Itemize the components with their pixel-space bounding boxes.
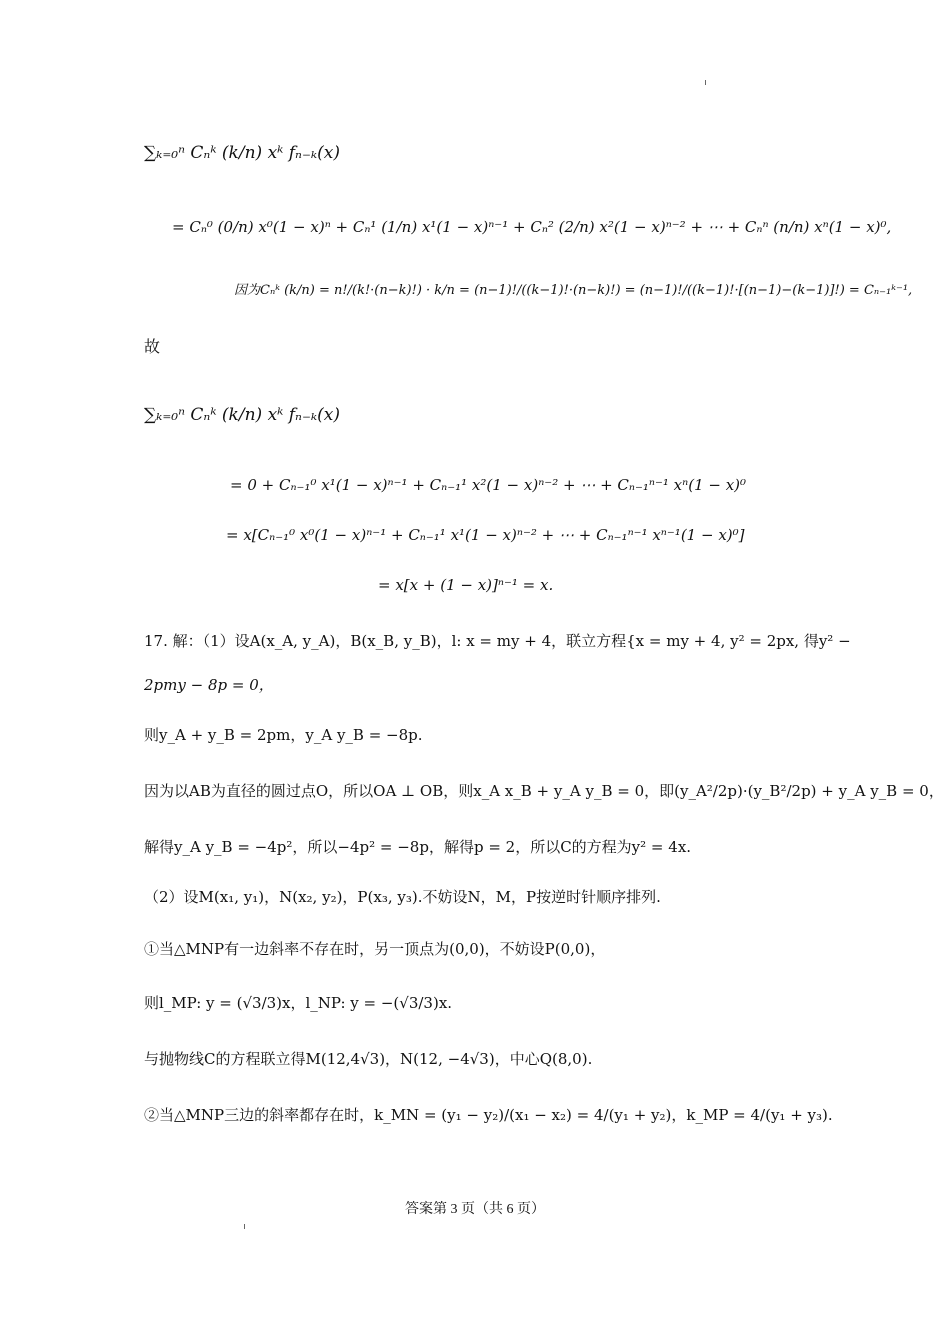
- sum-expression-1: ∑ₖ₌₀ⁿ Cₙᵏ (k/n) xᵏ fₙ₋ₖ(x): [144, 143, 340, 163]
- quadratic-line: 2pmy − 8p = 0，: [144, 676, 274, 694]
- solve-p-line: 解得y_A y_B = −4p²，所以−4p² = −8p，解得p = 2，所以C的方程为y² = 4x.: [144, 838, 692, 856]
- corner-mark-bottom: [244, 1224, 245, 1229]
- problem-17-intro: 17. 解：（1）设A(x_A, y_A)，B(x_B, y_B)，l: x = my + 4，联立方程{x = my + 4, y² = 2px, 得y² −: [144, 632, 851, 650]
- vieta-line: 则y_A + y_B = 2pm，y_A y_B = −8p.: [144, 726, 423, 744]
- intersection-points: 与抛物线C的方程联立得M(12,4√3)，N(12, −4√3)，中心Q(8,0).: [144, 1050, 593, 1068]
- perpendicular-line: 因为以AB为直径的圆过点O，所以OA ⊥ OB，则x_A x_B + y_A y_B = 0，即(y_A²/2p)·(y_B²/2p) + y_A y_B = 0，: [144, 782, 944, 800]
- expansion-line-2: = 0 + Cₙ₋₁⁰ x¹(1 − x)ⁿ⁻¹ + Cₙ₋₁¹ x²(1 − x)ⁿ⁻² + ⋯ + Cₙ₋₁ⁿ⁻¹ xⁿ(1 − x)⁰: [230, 476, 747, 494]
- part-2-intro: （2）设M(x₁, y₁)，N(x₂, y₂)，P(x₃, y₃).不妨设N，M，P按逆时针顺序排列.: [144, 888, 661, 906]
- case-2-line: ②当△MNP三边的斜率都存在时，k_MN = (y₁ − y₂)/(x₁ − x₂) = 4/(y₁ + y₂)，k_MP = 4/(y₁ + y₃).: [144, 1106, 833, 1124]
- page-footer: 答案第 3 页（共 6 页）: [405, 1202, 545, 1217]
- therefore-label: 故: [144, 337, 161, 356]
- sum-expression-2: ∑ₖ₌₀ⁿ Cₙᵏ (k/n) xᵏ fₙ₋ₖ(x): [144, 405, 340, 425]
- result-line: = x[x + (1 − x)]ⁿ⁻¹ = x.: [378, 576, 554, 594]
- case-1-line: ①当△MNP有一边斜率不存在时，另一顶点为(0,0)，不妨设P(0,0)，: [144, 940, 606, 958]
- expansion-line-1: = Cₙ⁰ (0/n) x⁰(1 − x)ⁿ + Cₙ¹ (1/n) x¹(1 − x)ⁿ⁻¹ + Cₙ² (2/n) x²(1 − x)ⁿ⁻² + ⋯ + Cₙⁿ (n/n) xⁿ(1 − x)⁰,: [172, 218, 892, 236]
- corner-mark-top: [705, 80, 706, 85]
- line-equations: 则l_MP: y = (√3/3)x，l_NP: y = −(√3/3)x.: [144, 994, 453, 1012]
- expansion-line-3: = x[Cₙ₋₁⁰ x⁰(1 − x)ⁿ⁻¹ + Cₙ₋₁¹ x¹(1 − x)ⁿ⁻² + ⋯ + Cₙ₋₁ⁿ⁻¹ xⁿ⁻¹(1 − x)⁰]: [226, 526, 745, 544]
- binomial-identity: 因为Cₙᵏ (k/n) = n!/(k!·(n−k)!) · k/n = (n−1)!/((k−1)!·(n−k)!) = (n−1)!/((k−1)!·[(n−1)−(k−1)]!) = Cₙ₋₁ᵏ⁻¹,: [234, 283, 913, 298]
